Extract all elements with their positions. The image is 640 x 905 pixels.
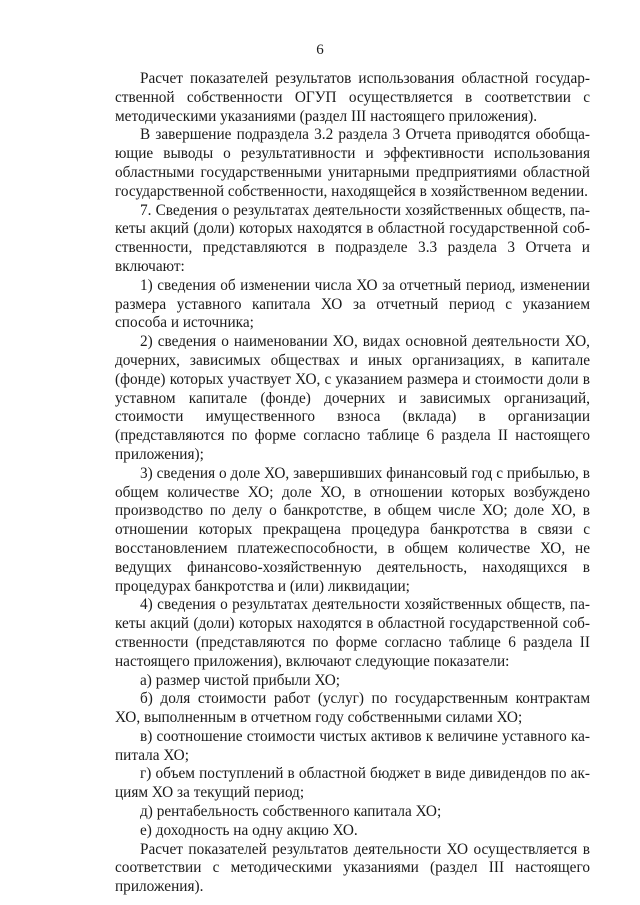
sub-item-a: а) размер чистой прибыли ХО; xyxy=(140,671,341,689)
paragraph-calculation-ho: Расчет показателей результатов деятельности ХО осуществляется в соответствии с методическими указаниями (раздел III настоящего приложения). xyxy=(115,840,590,896)
paragraph-item-7: 7. Сведения о результатах деятельности хозяйственных обществ, пакеты акций (доли) которых находятся в областной государственной собственности, представляются в подразделе 3.3 раздела 3 Отчета и включают: xyxy=(115,201,590,275)
list-item-1: 1) сведения об изменении числа ХО за отчетный период, изменении размера уставного капитала ХО за отчетный период с указанием способа и источника; xyxy=(115,276,590,332)
list-item-4: 4) сведения о результатах деятельности хозяйственных обществ, пакеты акций (доли) которых находятся в областной государственной собственности (представляются по форме согласно таблице 6 раздела II настоящего приложения), включают следующие показатели: xyxy=(115,596,590,670)
sub-item-b: б) доля стоимости работ (услуг) по государственным контрактам ХО, выполненным в отчетном году собственными силами ХО; xyxy=(115,690,590,727)
page-number: 6 xyxy=(316,42,324,58)
document-body xyxy=(115,70,590,897)
sub-item-d: д) рентабельность собственного капитала ХО; xyxy=(140,803,442,821)
paragraph-calculation-ogup: Расчет показателей результатов использования областной государственной собственности ОГУП осуществляется в соответствии с методическими указаниями (раздел III настоящего приложения). xyxy=(115,70,590,125)
sub-item-g: г) объем поступлений в областной бюджет в виде дивидендов по акциям ХО за текущий период; xyxy=(115,765,590,802)
sub-item-v: в) соотношение стоимости чистых активов к величине уставного капитала ХО; xyxy=(115,727,590,764)
list-item-3: 3) сведения о доле ХО, завершивших финансовый год с прибылью, в общем количестве ХО; доле ХО, в отношении которых возбуждено производство по делу о банкротстве, в общем числе ХО; доле ХО, в отношении которых прекращена процедура банкротства в связи с восстановлением платежеспособности, в общем количестве ХО, не ведущих финансово-хозяйственную деятельность, находящихся в процедурах банкротства и (или) ликвидации; xyxy=(115,464,590,595)
sub-item-e: е) доходность на одну акцию ХО. xyxy=(140,821,358,839)
list-item-2: 2) сведения о наименовании ХО, видах основной деятельности ХО, дочерних, зависимых обществах и иных организациях, в капитале (фонде) которых участвует ХО, с указанием размера и стоимости доли в уставном капитале (фонде) дочерних и зависимых организаций, стоимости имущественного взноса (вклада) в организации (представляются по форме согласно таблице 6 раздела II настоящего приложения); xyxy=(115,333,590,463)
paragraph-conclusion-3-2: В завершение подраздела 3.2 раздела 3 Отчета приводятся обобщающие выводы о результативности и эффективности использования областными государственными унитарными предприятиями областной государственной собственности, находящейся в хозяйственном ведении. xyxy=(115,126,590,200)
